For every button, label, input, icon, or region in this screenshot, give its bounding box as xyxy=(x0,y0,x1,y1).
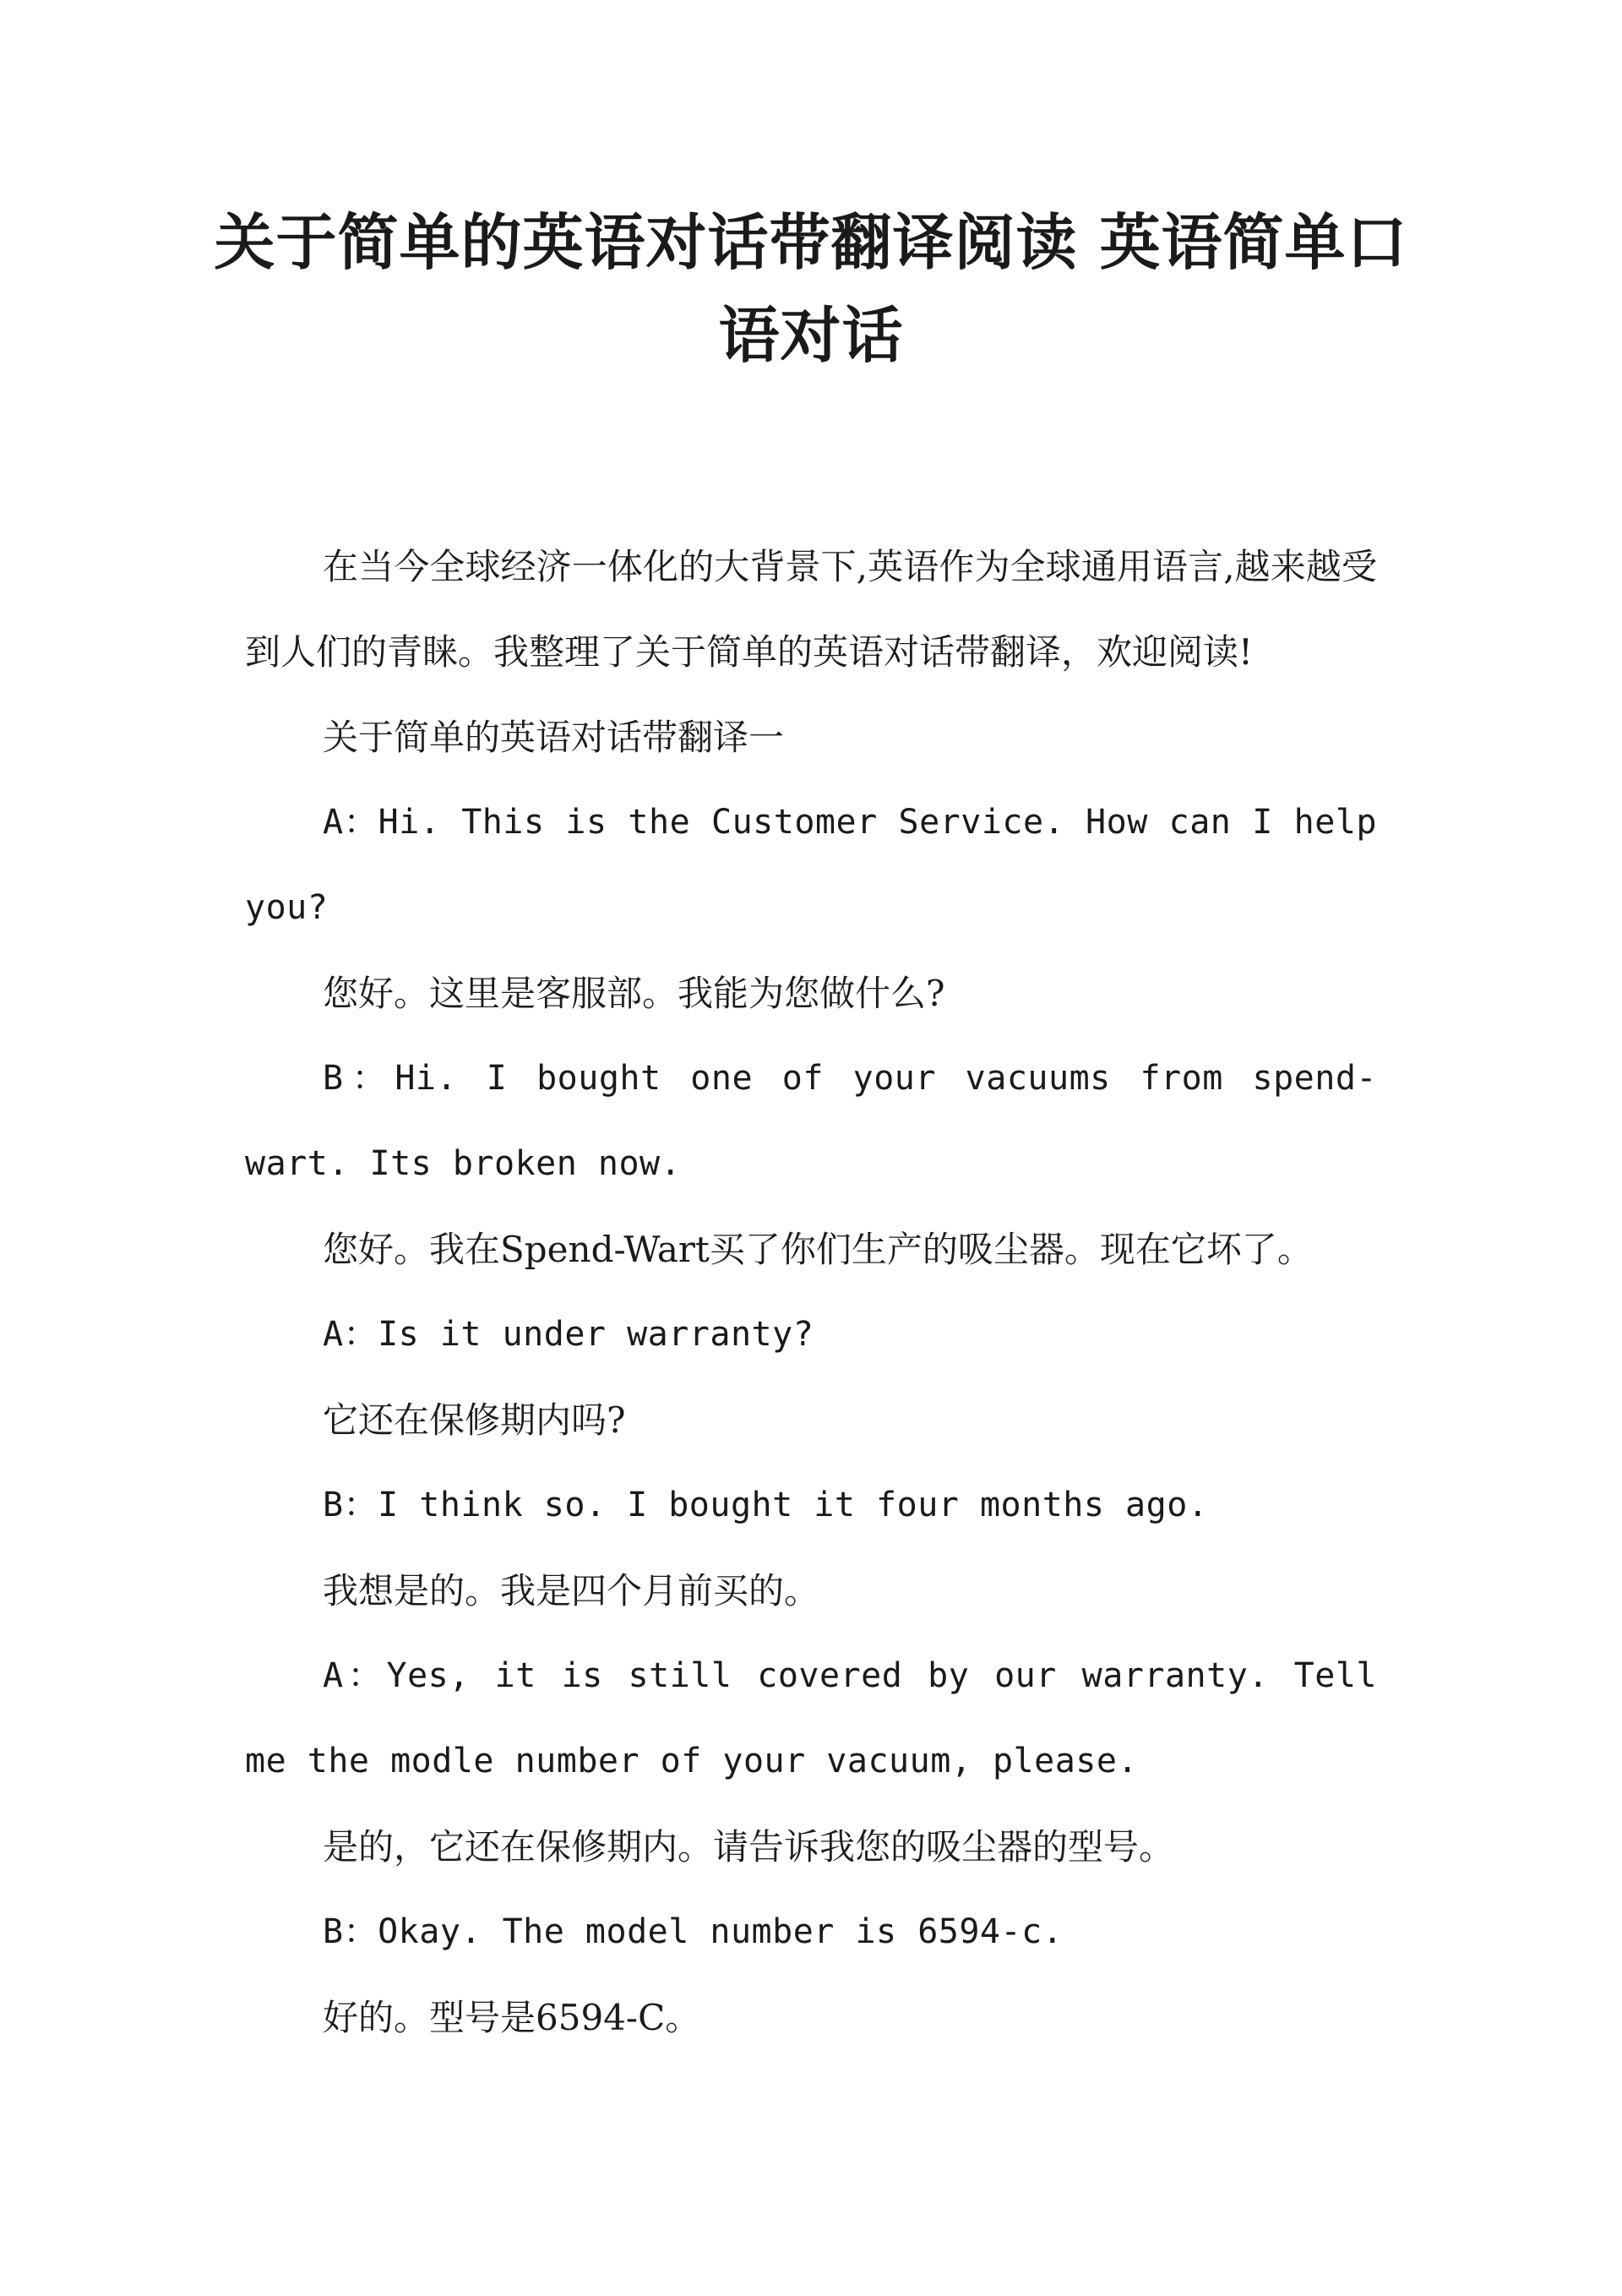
document-title: 关于简单的英语对话带翻译阅读 英语简单口语对话 xyxy=(214,206,1408,371)
dialogue-line-zh: 您好。这里是客服部。我能为您做什么? xyxy=(323,973,945,1014)
intro-paragraph: 在当今全球经济一体化的大背景下,英语作为全球通用语言,越来越受到人们的青睐。我整理了关于简单的英语对话带翻译，欢迎阅读! xyxy=(245,546,1377,673)
dialogue-line-en: B：I think so. I bought it four months ago. xyxy=(323,1486,1209,1524)
dialogue-line-zh: 是的，它还在保修期内。请告诉我您的吸尘器的型号。 xyxy=(323,1826,1175,1868)
dialogue-line-en: A：Is it under warranty? xyxy=(323,1315,814,1354)
dialogue-line-zh: 好的。型号是6594-C。 xyxy=(323,1997,701,2038)
dialogue-line-zh: 它还在保修期内吗? xyxy=(323,1399,626,1441)
dialogue-line-en: B：Okay. The model number is 6594-c. xyxy=(323,1912,1064,1951)
section-heading: 关于简单的英语对话带翻译一 xyxy=(323,717,785,758)
dialogue-line-en: A：Yes, it is still covered by our warranty. Tell me the modle number of your vacuum, please. xyxy=(245,1656,1377,1781)
document-body xyxy=(245,524,1377,2060)
dialogue-line-en: A：Hi. This is the Customer Service. How can I help you? xyxy=(245,803,1377,927)
dialogue-line-zh: 我想是的。我是四个月前买的。 xyxy=(323,1570,820,1612)
dialogue-line-zh: 您好。我在Spend-Wart买了你们生产的吸尘器。现在它坏了。 xyxy=(323,1229,1313,1270)
dialogue-line-en: B：Hi. I bought one of your vacuums from spend-wart. Its broken now. xyxy=(245,1059,1377,1183)
